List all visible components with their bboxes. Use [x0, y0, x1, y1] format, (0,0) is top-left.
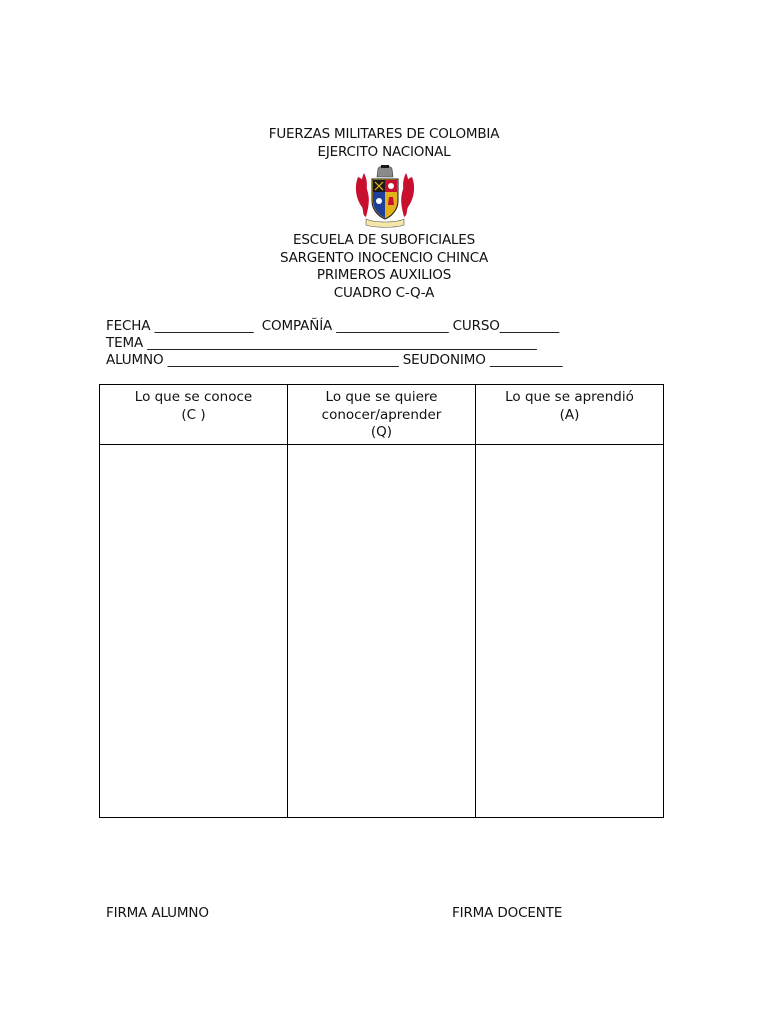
form-title: CUADRO C-Q-A: [333, 284, 435, 301]
subject-title: PRIMEROS AUXILIOS: [316, 267, 452, 283]
column-header-line: (Q): [370, 424, 393, 440]
column-header-line: Lo que se quiere: [325, 389, 438, 405]
document-header: [0, 126, 768, 161]
table-row: [100, 445, 664, 818]
student-signature-label: FIRMA ALUMNO: [106, 905, 209, 921]
school-header: [0, 232, 768, 302]
school-patron: SARGENTO INOCENCIO CHINCA: [279, 249, 489, 266]
school-name: ESCUELA DE SUBOFICIALES: [292, 232, 476, 248]
column-header-line: (C ): [181, 406, 206, 423]
known-cell[interactable]: [100, 445, 288, 818]
column-header-line: conocer/aprender: [321, 406, 442, 423]
date-company-course-line[interactable]: FECHA _______________ COMPAÑÍA _________________ CURSO_________: [106, 318, 560, 334]
column-header-learned: [476, 385, 664, 445]
cqa-table: [99, 384, 664, 818]
column-header-line: (A): [559, 406, 580, 423]
org-name: FUERZAS MILITARES DE COLOMBIA: [268, 126, 500, 142]
column-header-want-to-know: [288, 385, 476, 445]
student-pseudonym-line[interactable]: ALUMNO ___________________________________ SEUDONIMO ___________: [106, 352, 563, 368]
column-header-known: [100, 385, 288, 445]
teacher-signature-label: FIRMA DOCENTE: [452, 905, 563, 921]
table-header-row: [100, 385, 664, 445]
want-to-know-cell[interactable]: [288, 445, 476, 818]
column-header-line: Lo que se aprendió: [505, 389, 634, 405]
learned-cell[interactable]: [476, 445, 664, 818]
org-subname: EJERCITO NACIONAL: [317, 143, 451, 160]
topic-line[interactable]: TEMA ___________________________________________________________: [106, 335, 537, 351]
military-crest-icon: [354, 163, 416, 229]
column-header-line: Lo que se conoce: [134, 389, 253, 405]
